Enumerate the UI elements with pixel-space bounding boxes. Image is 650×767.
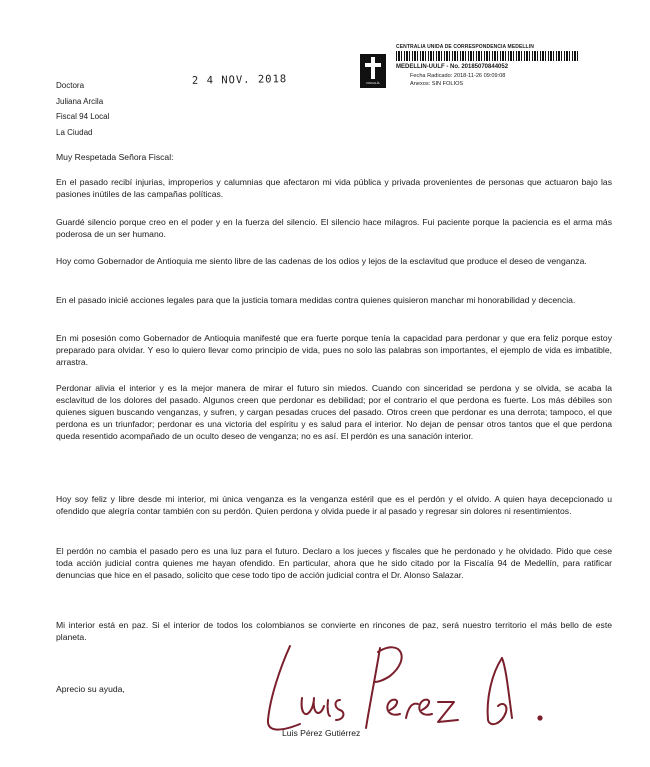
radicado-label	[360, 42, 600, 102]
paragraph: Guardé silencio porque creo en el poder y en la fuerza del silencio. El silencio hace milagros. Fui paciente porque la paciencia es el arma más poderosa de un ser humano.	[56, 217, 612, 239]
paragraph: El perdón no cambia el pasado pero es una luz para el futuro. Declaro a los jueces y fiscales que he perdonado y he olvidado. Pido que cese toda acción judicial contra quienes me hayan ofendido. En particular, ahora que he sido citado por la Fiscalía 94 de Medellín, para ratificar denuncias que hice en el pasado, solicito que cese todo tipo de acción judicial contra el Dr. Alonso Salazar.	[56, 546, 612, 580]
radicado-entity: CENTRALIA UNIDA DE CORRESPONDENCIA MEDELLIN	[396, 44, 534, 50]
paragraph: En el pasado recibí injurias, improperios y calumnias que afectaron mi vida pública y privada provenientes de personas que actuaron bajo las pasiones inútiles de las campañas políticas.	[56, 177, 612, 199]
paragraph: Hoy soy feliz y libre desde mi interior, mi única venganza es la venganza estéril que es el perdón y el olvido. A quien haya decepcionado u ofendido que alegría contar también con su perdón. Quien perdona y olvida puede ir al pasado y regresar sin dolores ni resentimientos.	[56, 494, 612, 516]
date-stamp: 2 4 NOV. 2018	[191, 73, 288, 87]
addressee-office: Fiscal 94 Local	[56, 112, 110, 121]
addressee-name: Juliana Arcila	[56, 96, 104, 106]
paragraph: Perdonar alivia el interior y es la mejor manera de mirar el futuro sin miedos. Cuando con sinceridad se perdona y se olvida, se acaba la esclavitud de los dolores del pasado. Algunos creen que perdonar es debilidad; por el contrario el que perdona es fuerte. Los más débiles son quienes siguen buscando venganzas, y sufren, y cargan pesadas cruces del pasado. Otros creen que perdonar es una derrota; tampoco, el que perdona es un triunfador; perdonar es una victoria del espíritu y es salud para el interior. No dejan de pensar otros tantos que el que perdona queda resentido acompañado de un oculto deseo de venganza; no es así. El perdón es una sanación interior.	[56, 383, 612, 441]
addressee-title: Doctora	[56, 81, 85, 90]
paragraph: En el pasado inicié acciones legales para que la justicia tomara medidas contra quienes quisieron manchar mi honorabilidad y decencia.	[56, 295, 576, 305]
salutation: Muy Respetada Señora Fiscal:	[56, 152, 174, 162]
paragraph: Hoy como Gobernador de Antioquia me siento libre de las cadenas de los odios y lejos de la esclavitud que produce el deseo de venganza.	[56, 256, 587, 266]
radicado-code: MEDELLIN-UULF - No. 20185070844052	[396, 64, 509, 70]
closing: Aprecio su ayuda,	[56, 684, 125, 694]
barcode	[396, 51, 580, 61]
radicado-fecha: Fecha Radicado: 2018-11-26 09:09:08	[410, 73, 506, 79]
paragraph: En mi posesión como Gobernador de Antioquia manifesté que era fuerte porque tenía la capacidad para perdonar y que era feliz porque estoy preparado para olvidar. Y eso lo quiero llevar como principio de vida, pues no solo las palabras son importantes, el ejemplo de vida es imbatible, arrastra.	[56, 333, 612, 367]
addressee-block	[56, 78, 109, 140]
fiscalia-logo-icon	[360, 54, 386, 88]
addressee-city: La Ciudad	[56, 127, 93, 137]
signer-name: Luis Pérez Gutiérrez	[282, 728, 361, 738]
logo-text: FISCALÍA	[366, 81, 380, 85]
paragraph: Mi interior está en paz. Si el interior de todos los colombianos se convierte en rincones de paz, será nuestro territorio el más bello de este planeta.	[56, 620, 612, 642]
radicado-anexos: Anexos: SIN FOLIOS	[410, 81, 464, 87]
